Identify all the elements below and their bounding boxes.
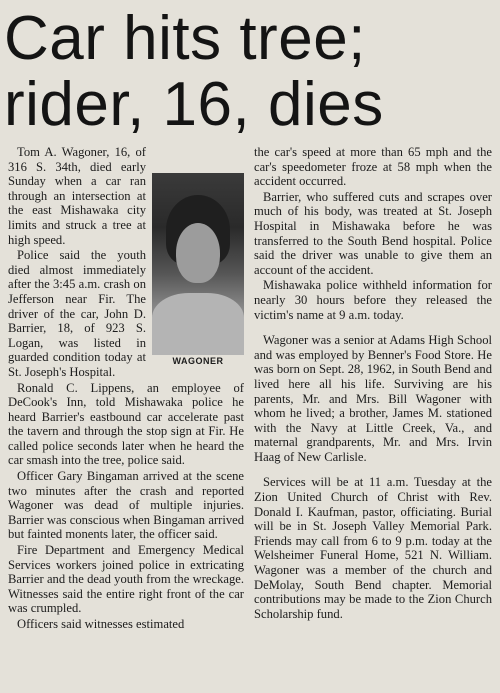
paragraph: Officer Gary Bingaman arrived at the scene two minutes after the crash and reported Wagoner was dead of multiple injuries. Barrier was conscious when Bingaman arrived but fainted monents later, the officer said. — [8, 469, 244, 542]
headline — [4, 6, 498, 138]
headline-line-1: Car hits tree; — [4, 4, 366, 73]
paragraph: the car's speed at more than 65 mph and the car's speedometer froze at 58 mph when the accident occurred. — [254, 145, 492, 189]
portrait-image — [152, 173, 244, 355]
paragraph: Ronald C. Lippens, an employee of DeCook's Inn, told Mishawaka police he heard Barrier's eastbound car accelerate past the tavern and through the stop sign at Fir. He called police seconds later when he heard the car smash into the tree, police said. — [8, 380, 244, 468]
paragraph: Fire Department and Emergency Medical Services workers joined police in extricating Barrier and the dead youth from the wreckage. Witnesses said the entire right front of the car was crumpled. — [8, 543, 244, 616]
paragraph: Barrier, who suffered cuts and scrapes over much of his body, was treated at St. Joseph Hospital in Mishawaka before he was transferred to the South Bend hospital. Police said the driver was unable to give them an account of the accident. — [254, 189, 492, 277]
paragraph: Officers said witnesses estimated — [17, 617, 185, 631]
paragraph: Tom A. Wagoner, 16, of 316 S. 34th, died early Sunday when a car ran through an intersection at the east Mishawaka city limits and struck a tree at high speed. — [8, 145, 146, 247]
paragraph: Police said the youth died almost immediately after the 3:45 a.m. crash on Jefferson near Fir. The driver of the car, John D. Barrier, 18, of 923 S. Logan, was listed in guarded condition today at St. Joseph's Hospital. — [8, 248, 146, 379]
paragraph: Mishawaka police withheld information for nearly 30 hours before they released the victim's name at 9 a.m. today. — [254, 278, 492, 322]
headline-line-2: rider, 16, dies — [4, 70, 384, 139]
paragraph: Services will be at 11 a.m. Tuesday at the Zion United Church of Christ with Rev. Donald I. Kaufman, pastor, officiating. Burial will be in St. Joseph Valley Memorial Park. Friends may call from 6 to 9 p.m. today at the Welsheimer Funeral Home, 521 N. William. Wagoner was a member of the church and DeMolay, South Bend chapter. Memorial contributions may be made to the Zion Church Scholarship fund. — [254, 475, 492, 621]
victim-photo — [152, 173, 244, 369]
photo-caption: WAGONER — [172, 356, 224, 366]
article-column-right — [254, 145, 492, 622]
paragraph: Wagoner was a senior at Adams High School and was employed by Benner's Food Store. He was born on Sept. 28, 1962, in South Bend and lived here all his life. Surviving are his parents, Mr. and Mrs. Bill Wagoner with whom he lived; a brother, James M. stationed with the Navy at Little Creek, Va., and maternal grandparents, Mr. and Mrs. Irvin Haag of New Carlisle. — [254, 333, 492, 464]
article-column-left — [8, 145, 244, 633]
